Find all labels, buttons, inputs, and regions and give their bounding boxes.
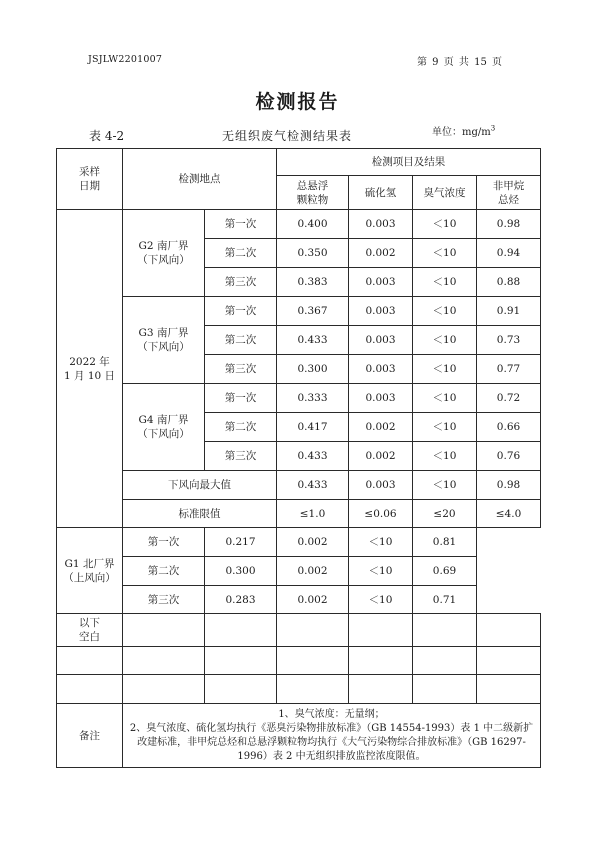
tsp-value: 0.350 — [277, 239, 349, 268]
h2s-value: 0.003 — [349, 297, 413, 326]
nmhc-value: 0.72 — [477, 384, 541, 413]
blank-label: 以下 空白 — [57, 614, 123, 647]
round-label: 第三次 — [205, 268, 277, 297]
h2s-value: 0.003 — [349, 471, 413, 500]
nmhc-value: 0.69 — [413, 557, 477, 586]
tsp-value: 0.367 — [277, 297, 349, 326]
round-label: 第二次 — [205, 326, 277, 355]
tsp-value: 0.383 — [277, 268, 349, 297]
h2s-value: 0.003 — [349, 210, 413, 239]
h2s-value: 0.002 — [277, 586, 349, 614]
notes-row — [57, 704, 541, 768]
nmhc-value: 0.66 — [477, 413, 541, 442]
blank-row — [57, 675, 541, 704]
odor-value: ＜10 — [349, 528, 413, 557]
document-id: JSJLW2201007 — [88, 54, 163, 65]
table-unit: 单位：$mg/m^3$ — [432, 124, 496, 138]
page-number: 第 9 页 共 15 页 — [417, 57, 502, 68]
tsp-value: 0.417 — [277, 413, 349, 442]
sampling-date: 2022 年 1 月 10 日 — [57, 210, 123, 528]
nmhc-value: 0.77 — [477, 355, 541, 384]
odor-value: ＜10 — [349, 557, 413, 586]
blank-cell — [57, 675, 123, 704]
nmhc-value: 0.76 — [477, 442, 541, 471]
blank-cell — [349, 614, 413, 647]
h2s-value: 0.003 — [349, 384, 413, 413]
round-label: 第一次 — [205, 297, 277, 326]
tsp-value: 0.433 — [277, 471, 349, 500]
blank-cell — [277, 647, 349, 675]
table-row — [57, 210, 541, 239]
h2s-value: 0.003 — [349, 355, 413, 384]
header-location: 检测地点 — [123, 149, 277, 210]
round-label: 第二次 — [205, 413, 277, 442]
round-label: 第三次 — [205, 355, 277, 384]
nmhc-value: 0.91 — [477, 297, 541, 326]
blank-cell — [413, 647, 477, 675]
table-row — [57, 384, 541, 413]
blank-cell — [123, 675, 205, 704]
round-label: 第三次 — [123, 586, 205, 614]
odor-value: ＜10 — [413, 442, 477, 471]
tsp-value: 0.283 — [205, 586, 277, 614]
odor-value: ＜10 — [413, 239, 477, 268]
blank-cell — [123, 614, 205, 647]
blank-cell — [477, 675, 541, 704]
odor-value: ＜10 — [413, 297, 477, 326]
odor-value: ＜10 — [413, 355, 477, 384]
nmhc-value: 0.73 — [477, 326, 541, 355]
odor-value: ＜10 — [413, 326, 477, 355]
tsp-value: 0.300 — [205, 557, 277, 586]
nmhc-value: 0.94 — [477, 239, 541, 268]
nmhc-value: 0.71 — [413, 586, 477, 614]
h2s-value: 0.002 — [349, 239, 413, 268]
tsp-value: 0.333 — [277, 384, 349, 413]
odor-value: ＜10 — [413, 210, 477, 239]
blank-row — [57, 647, 541, 675]
results-table — [56, 148, 541, 768]
max-row — [57, 471, 541, 500]
round-label: 第二次 — [123, 557, 205, 586]
table-row — [57, 557, 541, 586]
blank-cell — [205, 647, 277, 675]
notes-label: 备注 — [57, 704, 123, 768]
header-items: 检测项目及结果 — [277, 149, 541, 176]
round-label: 第一次 — [205, 210, 277, 239]
header-tsp: 总悬浮 颗粒物 — [277, 176, 349, 210]
table-row — [57, 586, 541, 614]
table-row — [57, 528, 541, 557]
blank-cell — [57, 647, 123, 675]
tsp-value: 0.433 — [277, 442, 349, 471]
round-label: 第二次 — [205, 239, 277, 268]
table-number: 表 4-2 — [89, 129, 125, 143]
odor-value: ＜10 — [413, 413, 477, 442]
h2s-value: 0.003 — [349, 268, 413, 297]
blank-cell — [413, 675, 477, 704]
tsp-value: 0.433 — [277, 326, 349, 355]
h2s-value: 0.002 — [277, 557, 349, 586]
header-odor: 臭气浓度 — [413, 176, 477, 210]
location-cell: G2 南厂界 （下风向） — [123, 210, 205, 297]
tsp-limit: ≤1.0 — [277, 500, 349, 528]
blank-cell — [477, 614, 541, 647]
round-label: 第一次 — [123, 528, 205, 557]
h2s-limit: ≤0.06 — [349, 500, 413, 528]
blank-row — [57, 614, 541, 647]
blank-cell — [277, 675, 349, 704]
header-row-1 — [57, 149, 541, 176]
table-row — [57, 297, 541, 326]
h2s-value: 0.003 — [349, 326, 413, 355]
round-label: 第一次 — [205, 384, 277, 413]
blank-cell — [477, 647, 541, 675]
limit-label: 标准限值 — [123, 500, 277, 528]
blank-cell — [413, 614, 477, 647]
max-label: 下风向最大值 — [123, 471, 277, 500]
nmhc-limit: ≤4.0 — [477, 500, 541, 528]
note-line-1: 1、臭气浓度：无量纲； — [278, 708, 385, 720]
limit-row — [57, 500, 541, 528]
blank-cell — [205, 614, 277, 647]
odor-value: ＜10 — [413, 384, 477, 413]
nmhc-value: 0.98 — [477, 471, 541, 500]
odor-value: ＜10 — [349, 586, 413, 614]
odor-value: ＜10 — [413, 268, 477, 297]
nmhc-value: 0.81 — [413, 528, 477, 557]
location-cell: G3 南厂界 （下风向） — [123, 297, 205, 384]
notes-content — [123, 704, 541, 768]
round-label: 第三次 — [205, 442, 277, 471]
header-date: 采样 日期 — [57, 149, 123, 210]
header-h2s: 硫化氢 — [349, 176, 413, 210]
blank-cell — [205, 675, 277, 704]
h2s-value: 0.002 — [277, 528, 349, 557]
h2s-value: 0.002 — [349, 442, 413, 471]
tsp-value: 0.400 — [277, 210, 349, 239]
blank-cell — [123, 647, 205, 675]
location-cell: G1 北厂界 （上风向） — [57, 528, 123, 614]
blank-cell — [349, 675, 413, 704]
tsp-value: 0.300 — [277, 355, 349, 384]
location-cell: G4 南厂界 （下风向） — [123, 384, 205, 471]
nmhc-value: 0.88 — [477, 268, 541, 297]
nmhc-value: 0.98 — [477, 210, 541, 239]
table-title: 无组织废气检测结果表 — [222, 129, 353, 143]
header-nmhc: 非甲烷 总烃 — [477, 176, 541, 210]
page-title: 检测报告 — [255, 91, 340, 113]
note-line-2: 2、臭气浓度、硫化氢均执行《恶臭污染物排放标准》（GB 14554-1993）表 1 中二级新扩改建标准，非甲烷总烃和总悬浮颗粒物均执行《大气污染物综合排放标准》（GB 16297-1996）表 2 中无组织排放监控浓度限值。 — [129, 722, 534, 762]
h2s-value: 0.002 — [349, 413, 413, 442]
odor-limit: ≤20 — [413, 500, 477, 528]
blank-cell — [277, 614, 349, 647]
tsp-value: 0.217 — [205, 528, 277, 557]
odor-value: ＜10 — [413, 471, 477, 500]
blank-cell — [349, 647, 413, 675]
